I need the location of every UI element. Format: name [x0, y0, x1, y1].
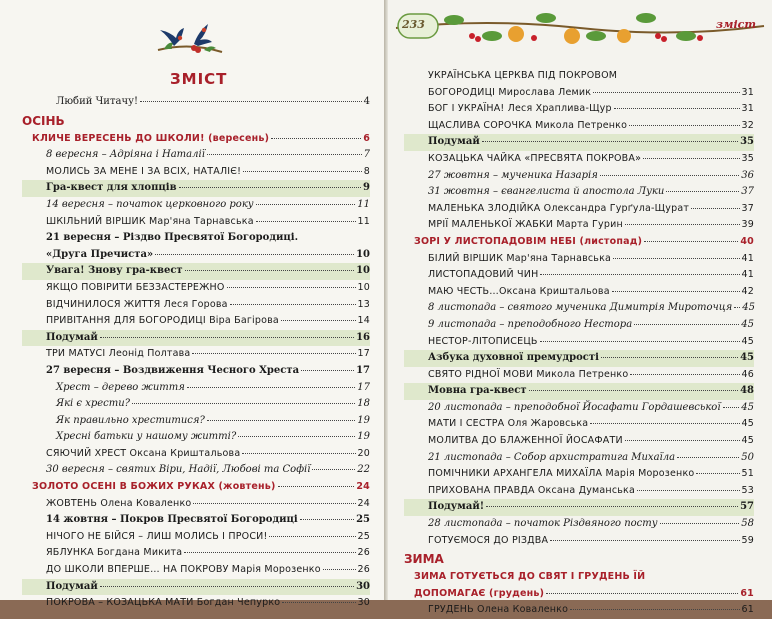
dot-leader	[192, 353, 355, 354]
toc-entry[interactable]	[22, 479, 370, 496]
toc-entry-page: 37	[741, 186, 754, 198]
dot-leader	[629, 125, 739, 126]
toc-entry-title: Хресні батьки у нашому житті?	[56, 431, 237, 443]
dot-leader	[207, 420, 355, 421]
toc-entry-title: 27 жовтня – мученика Назарія	[428, 169, 598, 181]
toc-entry-title: КЛИЧЕ ВЕРЕСЕНЬ ДО ШКОЛИ! (вересень)	[32, 132, 270, 144]
toc-entry[interactable]	[404, 499, 754, 516]
left-page	[0, 0, 384, 609]
dot-leader	[614, 108, 740, 109]
toc-entry[interactable]	[22, 263, 370, 280]
toc-entry[interactable]	[404, 251, 754, 268]
toc-entry-title: 30 вересня – святих Віри, Надії, Любові та Софії	[46, 464, 311, 476]
dot-leader	[312, 469, 355, 470]
toc-entry[interactable]	[22, 429, 370, 446]
toc-entry-page: 24	[356, 481, 370, 493]
toc-entry-title: ПРИХОВАНА ПРАВДА Оксана Думанська	[428, 484, 636, 496]
dot-leader	[323, 569, 356, 570]
toc-entry[interactable]	[404, 118, 754, 135]
dot-leader	[666, 191, 739, 192]
toc-entry-title: 21 вересня – Різдво Пресвятої Богородиці.	[46, 232, 299, 244]
toc-entry-page: 45	[741, 418, 754, 430]
dot-leader	[612, 291, 740, 292]
toc-entry-page: 11	[357, 198, 370, 210]
toc-entry[interactable]	[404, 134, 754, 151]
toc-entry-page: 17	[357, 381, 370, 393]
dot-leader	[282, 602, 355, 603]
toc-entry[interactable]	[404, 151, 754, 168]
toc-entry-title: ЗИМА ГОТУЄТЬСЯ ДО СВЯТ І ГРУДЕНЬ ЇЙ	[414, 571, 646, 583]
toc-entry[interactable]	[22, 545, 370, 562]
toc-entry-title: Подумай	[46, 580, 98, 592]
toc-entry[interactable]	[404, 466, 754, 483]
toc-entry[interactable]	[22, 562, 370, 579]
toc-entry[interactable]	[404, 101, 754, 118]
running-header: зміст	[716, 18, 756, 31]
toc-entry-page: 45	[741, 335, 754, 347]
toc-entry-title: МАТИ І СЕСТРА Оля Жаровська	[428, 418, 589, 430]
toc-entry-title: Які є хрести?	[56, 398, 131, 410]
toc-entry[interactable]	[404, 483, 754, 500]
dot-leader	[230, 304, 356, 305]
toc-entry-title: Гра-квест для хлопців	[46, 182, 177, 194]
toc-entry[interactable]	[22, 413, 370, 430]
dot-leader	[185, 270, 354, 271]
toc-entry[interactable]	[404, 267, 754, 284]
dot-leader	[140, 101, 362, 102]
dot-leader	[486, 506, 738, 507]
toc-entry-page: 24	[357, 497, 370, 509]
toc-entry[interactable]	[22, 247, 370, 264]
toc-entry-title: ДОПОМАГАЄ (грудень)	[414, 587, 545, 599]
dot-leader	[271, 138, 361, 139]
toc-entry[interactable]	[404, 433, 754, 450]
toc-entry-page: 30	[356, 580, 370, 592]
toc-entry[interactable]	[404, 586, 754, 603]
dot-leader	[593, 92, 739, 93]
toc-entry[interactable]	[404, 334, 754, 351]
toc-entry-title: 8 вересня – Адріяна і Наталії	[46, 149, 205, 161]
toc-entry-title: 27 вересня – Воздвиження Чесного Хреста	[46, 364, 300, 376]
toc-entry-title: ГОТУЄМОСЯ ДО РІЗДВА	[428, 534, 549, 546]
toc-entry[interactable]	[22, 496, 370, 513]
dot-leader	[301, 370, 354, 371]
toc-entry-page: 20	[357, 447, 370, 459]
dot-leader	[613, 258, 739, 259]
dot-leader	[529, 390, 739, 391]
toc-entry[interactable]	[22, 346, 370, 363]
toc-entry-title: СВЯТО РІДНОЇ МОВИ Микола Петренко	[428, 368, 629, 380]
toc-entry-page: 35	[741, 152, 754, 164]
toc-entry-page: 45	[740, 352, 754, 364]
dot-leader	[691, 208, 739, 209]
dot-leader	[625, 224, 740, 225]
dot-leader	[600, 175, 739, 176]
toc-entry-page: 40	[740, 235, 754, 247]
toc-entry-title: Любий Читачу!	[56, 96, 138, 107]
toc-entry-page: 11	[357, 215, 370, 227]
toc-entry[interactable]	[22, 330, 370, 347]
toc-entry-title: Як правильно хреститися?	[56, 414, 205, 426]
toc-entry[interactable]	[22, 512, 370, 529]
toc-entry-title: 8 листопада – святого мученика Димитрія Мироточця	[428, 302, 733, 314]
toc-entry-title: Мовна гра-квест	[428, 385, 527, 397]
toc-entry-page: 51	[741, 468, 754, 480]
toc-entry[interactable]	[22, 280, 370, 297]
toc-entry-page: 41	[741, 252, 754, 264]
toc-entry-title: СЯЮЧИЙ ХРЕСТ Оксана Криштальова	[46, 447, 241, 459]
toc-entry-page: 25	[356, 514, 370, 526]
toc-entry[interactable]	[22, 147, 370, 164]
toc-entry-page: 17	[357, 348, 370, 360]
toc-entry-page: 19	[357, 431, 370, 443]
toc-entry[interactable]	[404, 317, 754, 334]
toc-entry-page: 46	[741, 368, 754, 380]
dot-leader	[227, 287, 356, 288]
toc-entry-page: 31	[741, 86, 754, 98]
toc-entry-title: МОЛИСЬ ЗА МЕНЕ І ЗА ВСІХ, НАТАЛІЄ!	[46, 165, 242, 177]
toc-entry-title: БІЛИЙ ВІРШИК Мар'яна Тарнавська	[428, 252, 612, 264]
toc-entry[interactable]	[22, 94, 370, 111]
toc-entry-page: 30	[357, 597, 370, 609]
toc-entry-title: ПОМІЧНИКИ АРХАНГЕЛА МИХАЇЛА Марія Морозенко	[428, 468, 695, 480]
dot-leader	[696, 473, 739, 474]
dot-leader	[256, 204, 356, 205]
toc-entry-page: 9	[363, 182, 370, 194]
dot-leader	[540, 341, 740, 342]
toc-entry-title: Подумай!	[428, 501, 485, 513]
toc-entry-page: 53	[741, 484, 754, 496]
toc-entry-page: 58	[741, 518, 754, 530]
toc-entry-title: 9 листопада – преподобного Нестора	[428, 318, 633, 330]
toc-entry-page: 45	[741, 435, 754, 447]
toc-entry-page: 25	[357, 530, 370, 542]
toc-entry-title: ЯБЛУНКА Богдана Микита	[46, 547, 183, 559]
toc-entry[interactable]	[404, 367, 754, 384]
toc-entry-page: 7	[363, 149, 370, 161]
page-number: 233	[402, 18, 425, 31]
dot-leader	[601, 357, 738, 358]
dot-leader	[550, 540, 739, 541]
toc-entry-page: 59	[741, 534, 754, 546]
toc-entry[interactable]	[22, 230, 370, 247]
dot-leader	[723, 407, 740, 408]
dot-leader	[278, 486, 355, 487]
toc-entry-page: 26	[357, 564, 370, 576]
toc-entry-page: 45	[742, 302, 756, 314]
toc-entry-title: НЕСТОР-ЛІТОПИСЕЦЬ	[428, 335, 538, 347]
toc-entry[interactable]	[404, 217, 754, 234]
toc-entry[interactable]	[404, 201, 754, 218]
swallows-on-branch-icon	[154, 16, 226, 68]
toc-entry-title: ЯКЩО ПОВІРИТИ БЕЗЗАСТЕРЕЖНО	[46, 281, 225, 293]
toc-entry-title: ПРИВІТАННЯ ДЛЯ БОГОРОДИЦІ Віра Багірова	[46, 315, 279, 327]
toc-entry-page: 22	[357, 464, 370, 476]
dot-leader	[256, 221, 356, 222]
toc-entry-page: 36	[741, 169, 754, 181]
toc-entry-page: 6	[363, 132, 370, 144]
toc-entry-page: 8	[363, 165, 370, 177]
toc-entry[interactable]	[22, 214, 370, 231]
toc-entry[interactable]	[22, 180, 370, 197]
section-heading: ЗИМА	[404, 552, 444, 567]
toc-entry-title: ВІДЧИНИЛОСЯ ЖИТТЯ Леся Горова	[46, 298, 228, 310]
toc-entry[interactable]	[22, 363, 370, 380]
dot-leader	[243, 171, 362, 172]
dot-leader	[100, 337, 354, 338]
toc-entry-title: КОЗАЦЬКА ЧАЙКА «ПРЕСВЯТА ПОКРОВА»	[428, 152, 642, 164]
toc-entry-page: 32	[741, 119, 754, 131]
toc-entry[interactable]	[22, 131, 370, 148]
toc-entry-page: 50	[741, 451, 754, 463]
toc-entry[interactable]	[404, 416, 754, 433]
dot-leader	[187, 387, 355, 388]
toc-entry[interactable]	[22, 462, 370, 479]
toc-entry-title: ГРУДЕНЬ Олена Коваленко	[428, 604, 569, 616]
page-title: ЗМІСТ	[170, 70, 228, 88]
toc-entry-page: 41	[741, 269, 754, 281]
dot-leader	[242, 453, 355, 454]
toc-entry-page: 39	[741, 219, 754, 231]
toc-entry[interactable]	[404, 569, 754, 586]
toc-entry-title: ДО ШКОЛИ ВПЕРШЕ… НА ПОКРОВУ Марія Морозенко	[46, 564, 321, 576]
dot-leader	[100, 586, 354, 587]
toc-entry[interactable]	[404, 400, 754, 417]
dot-leader	[644, 241, 738, 242]
toc-entry[interactable]	[404, 184, 754, 201]
toc-entry[interactable]	[404, 350, 754, 367]
toc-entry-title: ЗОРІ У ЛИСТОПАДОВІМ НЕБІ (листопад)	[414, 235, 643, 247]
toc-entry[interactable]	[22, 197, 370, 214]
toc-entry-title: МАЛЕНЬКА ЗЛОДІЙКА Олександра Гурґула-Щурат	[428, 202, 690, 214]
section-heading: ОСІНЬ	[22, 113, 65, 128]
dot-leader	[625, 440, 740, 441]
dot-leader	[184, 552, 355, 553]
dot-leader	[281, 320, 356, 321]
dot-leader	[546, 593, 738, 594]
toc-entry-page: 26	[357, 547, 370, 559]
toc-entry[interactable]	[404, 284, 754, 301]
toc-entry-title: Хрест – дерево життя	[56, 381, 185, 393]
toc-entry[interactable]	[404, 602, 754, 619]
toc-entry[interactable]	[22, 396, 370, 413]
toc-entry-page: 19	[357, 414, 370, 426]
dot-leader	[540, 274, 739, 275]
toc-entry[interactable]	[22, 380, 370, 397]
toc-entry[interactable]	[404, 168, 754, 185]
toc-entry[interactable]	[22, 446, 370, 463]
toc-entry-page: 14	[357, 315, 370, 327]
toc-entry-title: Подумай	[46, 331, 98, 343]
dot-leader	[643, 158, 739, 159]
right-page	[388, 0, 772, 616]
toc-list-right	[404, 68, 754, 619]
toc-entry-page: 13	[357, 298, 370, 310]
dot-leader	[634, 324, 739, 325]
toc-entry-title: ПОКРОВА – КОЗАЦЬКА МАТИ Богдан Чепурко	[46, 597, 281, 609]
toc-entry[interactable]	[22, 529, 370, 546]
dot-leader	[193, 503, 355, 504]
toc-entry-page: 45	[741, 318, 754, 330]
toc-entry-page: 18	[357, 398, 370, 410]
dot-leader	[269, 536, 355, 537]
toc-entry-title: ЛИСТОПАДОВИЙ ЧИН	[428, 269, 539, 281]
toc-entry-title: 31 жовтня – євангелиста й апостола Луки	[428, 186, 665, 198]
toc-entry[interactable]	[404, 533, 754, 550]
dot-leader	[132, 403, 355, 404]
dot-leader	[207, 154, 362, 155]
toc-entry[interactable]	[404, 68, 754, 85]
toc-entry[interactable]	[404, 85, 754, 102]
toc-entry-title: НІЧОГО НЕ БІЙСЯ – ЛИШ МОЛИСЬ І ПРОСИ!	[46, 530, 268, 542]
toc-entry[interactable]	[22, 595, 370, 612]
toc-entry-title: 14 вересня – початок церковного року	[46, 198, 254, 210]
toc-entry[interactable]	[404, 516, 754, 533]
toc-entry-page: 10	[356, 248, 370, 260]
toc-entry[interactable]	[22, 313, 370, 330]
toc-entry-page: 48	[740, 385, 754, 397]
toc-entry-page: 61	[741, 604, 754, 616]
dot-leader	[637, 490, 739, 491]
toc-entry-title: 28 листопада – початок Різдвяного посту	[428, 518, 658, 530]
dot-leader	[155, 254, 354, 255]
toc-entry[interactable]	[404, 450, 754, 467]
toc-entry-title: МАЮ ЧЕСТЬ…Оксана Криштальова	[428, 285, 610, 297]
toc-entry[interactable]	[22, 297, 370, 314]
toc-entry-page: 10	[357, 281, 370, 293]
toc-entry[interactable]	[404, 234, 754, 251]
toc-entry-title: «Друга Пречиста»	[46, 248, 154, 260]
toc-entry-title: УКРАЇНСЬКА ЦЕРКВА ПІД ПОКРОВОМ	[428, 70, 618, 81]
toc-entry-page: 42	[741, 285, 754, 297]
toc-entry-title: Подумай	[428, 136, 480, 148]
toc-entry-title: ЖОВТЕНЬ Олена Коваленко	[46, 497, 192, 509]
toc-list-left	[22, 94, 370, 612]
toc-entry[interactable]	[22, 579, 370, 596]
toc-entry-title: 21 листопада – Собор архистратига Михаїла	[428, 451, 676, 463]
dot-leader	[570, 609, 739, 610]
toc-entry-page: 61	[740, 587, 754, 599]
dot-leader	[677, 457, 739, 458]
toc-entry-title: ТРИ МАТУСІ Леонід Полтава	[46, 348, 191, 360]
toc-entry-page: 45	[741, 401, 754, 413]
fruit-branch-banner-icon	[396, 6, 764, 52]
dot-leader	[630, 374, 739, 375]
dot-leader	[238, 436, 355, 437]
toc-entry[interactable]	[404, 383, 754, 400]
toc-entry-page: 10	[356, 265, 370, 277]
toc-entry-title: ШКІЛЬНИЙ ВІРШИК Мар'яна Тарнавська	[46, 215, 254, 227]
toc-entry-page: 57	[740, 501, 754, 513]
toc-entry-title: МРІЇ МАЛЕНЬКОЇ ЖАБКИ Марта Гурин	[428, 219, 623, 231]
toc-entry-title: ЗОЛОТО ОСЕНІ В БОЖИХ РУКАХ (жовтень)	[32, 481, 276, 493]
toc-entry-page: 37	[741, 202, 754, 214]
toc-entry-title: МОЛИТВА ДО БЛАЖЕННОЇ ЙОСАФАТИ	[428, 435, 623, 447]
toc-entry-title: Увага! Знову гра-квест	[46, 265, 183, 277]
toc-entry-title: 14 жовтня – Покров Пресвятої Богородиці	[46, 514, 298, 526]
toc-entry-page: 35	[740, 136, 754, 148]
toc-entry-title: Азбука духовної премудрості	[428, 352, 599, 364]
toc-entry[interactable]	[404, 300, 754, 317]
toc-entry-page: 17	[356, 364, 370, 376]
toc-entry-page: 31	[741, 103, 754, 115]
toc-entry-title: БОГ І УКРАЇНА! Леся Храплива-Щур	[428, 103, 612, 115]
dot-leader	[179, 187, 361, 188]
toc-entry-title: БОГОРОДИЦІ Мирослава Лемик	[428, 86, 592, 98]
toc-entry-title: 20 листопада – преподобної Йосафати Гордашевської	[428, 401, 721, 413]
toc-entry-page: 4	[363, 96, 370, 107]
dot-leader	[482, 141, 738, 142]
toc-entry-title: ЩАСЛИВА СОРОЧКА Микола Петренко	[428, 119, 628, 131]
dot-leader	[734, 307, 740, 308]
dot-leader	[300, 519, 354, 520]
toc-entry-page: 16	[356, 331, 370, 343]
dot-leader	[590, 423, 739, 424]
toc-entry[interactable]	[22, 164, 370, 181]
dot-leader	[660, 523, 740, 524]
